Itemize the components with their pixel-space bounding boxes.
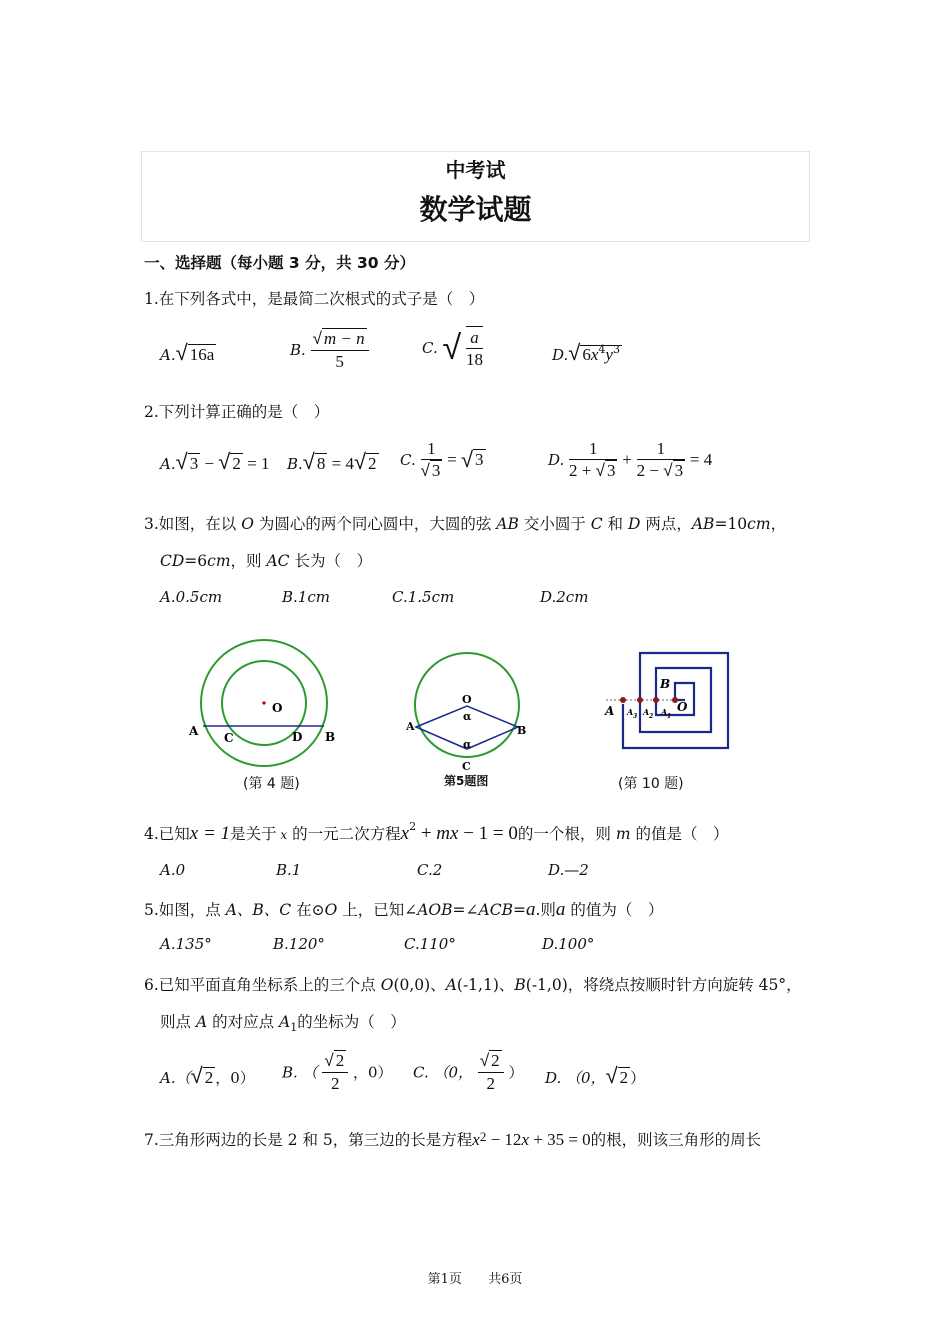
section-heading: 一、选择题（每小题 3 分，共 30 分） [144,254,415,272]
q3-line2: CD=6cm，则 AC 长为（ ） [160,552,372,570]
q4-option-a: A.0 [160,861,186,879]
q1-option-d: D.√ $6x^4y^3$ [552,341,620,366]
q4-option-d: D.—2 [548,861,589,879]
q6-option-d: D. （0，√ 2 ） [545,1064,646,1089]
label-alpha-bottom: α [463,738,472,751]
title-box [141,151,810,242]
label-o: O [272,701,283,715]
q7-stem: 7.三角形两边的长是 2 和 5，第三边的长是方程$x^2 - 12x + 35 = 0$的根，则该三角形的周长 [144,1129,762,1149]
label-o: O [677,700,688,714]
label-b: B [517,724,527,737]
q6-line1: 6.已知平面直角坐标系上的三个点 O(0,0)、A(-1,1)、B(-1,0)，将绕点按顺时针方向旋转 45°， [144,976,802,994]
q2-option-c: C. $\frac{1}{√ 3}$ = √ 3 [400,439,484,481]
exam-title: 数学试题 [419,193,532,226]
page-footer [0,1268,950,1287]
q5-option-b: B.120° [273,935,325,953]
label-a: A [406,720,415,733]
q6-option-b: B. （ $\frac{√ 2}{2}$ ，0） [282,1051,393,1093]
label-c: C [224,731,234,745]
figure-4-caption: (第 4 题) [243,776,300,792]
q5-option-c: C.110° [404,935,456,953]
figure-10-caption: (第 10 题) [618,776,684,792]
q3-line1: 3.如图，在以 O 为圆心的两个同心圆中，大圆的弦 AB 交小圆于 C 和 D 两点，AB=10cm， [144,515,787,533]
label-a: A [605,704,615,718]
q1-stem: 1.在下列各式中，是最简二次根式的式子是（ ） [144,290,485,308]
figure-5 [400,645,535,775]
svg-text:A: A [643,707,650,717]
svg-text:A: A [627,707,634,717]
q2-option-d: D. $\frac{1}{2 + √ 3}$ + $\frac{1}{2 - √ 3}$ = 4 [548,439,713,481]
q5-stem: 5.如图，点 A、B、C 在⊙O 上，已知∠AOB=∠ACB=a.则a 的值为（ ） [144,899,664,920]
q4-stem: 4.已知x = 1是关于 x 的一元二次方程$x^2$ + mx − 1 = 0的一个根，则 m 的值是（ ） [144,820,729,844]
figure-5-caption: 第5题图 [444,774,489,788]
label-b: B [660,677,671,691]
q2-option-a: A.√ 3 − √ 2 = 1 [160,450,270,475]
q1-option-c: C. √ $\frac{a}{18}$ [422,328,483,369]
center-point [262,701,265,704]
label-alpha-top: α [463,710,472,723]
exam-subtitle: 中考试 [445,158,506,182]
label-d: D [292,730,303,744]
page-total: 共6页 [488,1272,523,1287]
q3-option-a: A.0.5cm [160,588,223,606]
svg-text:1: 1 [667,713,672,720]
q4-option-b: B.1 [276,861,302,879]
q5-option-d: D.100° [542,935,595,953]
q2-option-b: B.√ 8 = 4√ 2 [287,450,377,475]
q6-option-c: C. （0， $\frac{√ 2}{2}$ ） [413,1051,524,1093]
label-o: O [462,693,472,706]
q6-option-a: A.（√ 2 ，0） [160,1064,255,1089]
q1-option-b: B. $\frac{√ m - n}{5}$ [290,328,369,372]
page-number: 第1页 [427,1272,462,1287]
label-c: C [462,760,471,773]
q5-option-a: A.135° [160,935,212,953]
label-b: B [325,730,336,744]
svg-text:2: 2 [649,713,654,720]
q1-option-a: A.√ 16a [160,341,215,366]
q3-option-b: B.1cm [282,588,330,606]
figure-10 [598,648,738,756]
label-a: A [189,724,199,738]
q4-option-c: C.2 [417,861,443,879]
q3-option-d: D.2cm [540,588,589,606]
q3-option-c: C.1.5cm [392,588,455,606]
svg-text:A: A [661,707,668,717]
svg-text:3: 3 [633,713,638,720]
q2-stem: 2.下列计算正确的是（ ） [144,403,330,421]
q6-line2: 则点 A 的对应点 $A_1$的坐标为（ ） [160,1013,406,1034]
